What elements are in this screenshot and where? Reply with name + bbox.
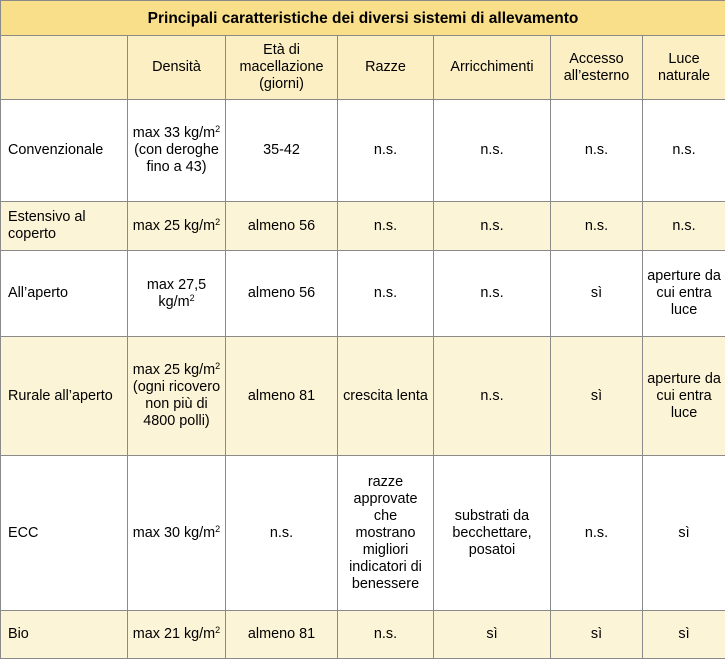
header-row [1,36,725,100]
row-label: All’aperto [1,251,128,337]
accesso-cell: n.s. [551,456,643,611]
razze-cell: crescita lenta [338,337,434,456]
row-label: Convenzionale [1,100,128,202]
arricchimenti-cell: n.s. [434,100,551,202]
table-row [1,251,725,337]
razze-cell: n.s. [338,202,434,251]
table-row [1,611,725,659]
eta-cell: almeno 56 [226,202,338,251]
eta-cell: almeno 56 [226,251,338,337]
densita-cell: max 25 $kg/m^2$ [128,202,226,251]
densita-cell: max 30 $kg/m^2$ [128,456,226,611]
header-arricchimenti: Arricchimenti [434,36,551,100]
arricchimenti-cell: substrati da becchettare, posatoi [434,456,551,611]
row-label: Estensivo al coperto [1,202,128,251]
header-luce: Luce naturale [643,36,725,100]
arricchimenti-cell: n.s. [434,337,551,456]
header-razze: Razze [338,36,434,100]
arricchimenti-cell: n.s. [434,202,551,251]
header-eta: Età di macellazione (giorni) [226,36,338,100]
eta-cell: almeno 81 [226,337,338,456]
accesso-cell: sì [551,251,643,337]
luce-cell: aperture da cui entra luce [643,251,725,337]
luce-cell: sì [643,611,725,659]
densita-cell: max 27,5 $kg/m^2$ [128,251,226,337]
densita-cell: max 25 $kg/m^2$ (ogni ricovero non più di 4800 polli) [128,337,226,456]
table-row [1,202,725,251]
header-accesso: Accesso all’esterno [551,36,643,100]
densita-cell: max 33 $kg/m^2$ (con deroghe fino a 43) [128,100,226,202]
eta-cell: 35-42 [226,100,338,202]
row-label: Rurale all’aperto [1,337,128,456]
razze-cell: n.s. [338,611,434,659]
luce-cell: n.s. [643,100,725,202]
table-title: Principali caratteristiche dei diversi sistemi di allevamento [1,1,725,36]
table-row [1,337,725,456]
header-empty [1,36,128,100]
razze-cell: razze approvate che mostrano migliori indicatori di benessere [338,456,434,611]
accesso-cell: sì [551,611,643,659]
eta-cell: n.s. [226,456,338,611]
arricchimenti-cell: sì [434,611,551,659]
luce-cell: aperture da cui entra luce [643,337,725,456]
eta-cell: almeno 81 [226,611,338,659]
densita-cell: max 21 $kg/m^2$ [128,611,226,659]
accesso-cell: n.s. [551,202,643,251]
header-densita: Densità [128,36,226,100]
luce-cell: sì [643,456,725,611]
table-row [1,100,725,202]
razze-cell: n.s. [338,251,434,337]
arricchimenti-cell: n.s. [434,251,551,337]
row-label: Bio [1,611,128,659]
accesso-cell: n.s. [551,100,643,202]
table-row [1,456,725,611]
razze-cell: n.s. [338,100,434,202]
accesso-cell: sì [551,337,643,456]
row-label: ECC [1,456,128,611]
luce-cell: n.s. [643,202,725,251]
